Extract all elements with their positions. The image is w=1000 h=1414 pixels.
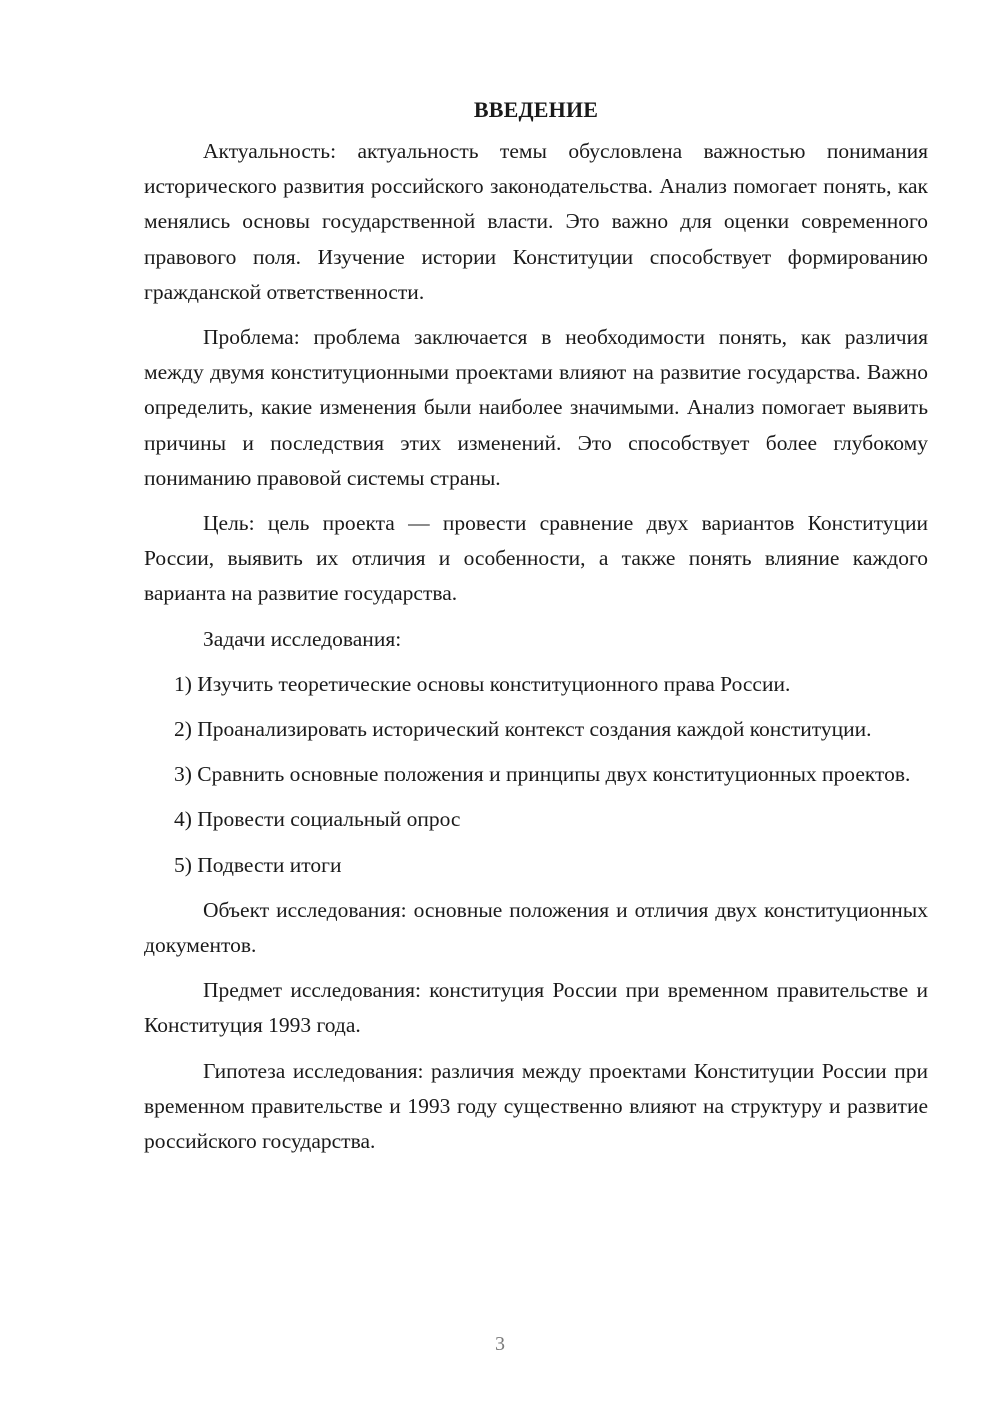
- tasks-heading: Задачи исследования:: [203, 626, 402, 651]
- task-item: 3) Сравнить основные положения и принципы двух конституционных проектов.: [174, 762, 911, 787]
- task-item: 4) Провести социальный опрос: [174, 807, 461, 832]
- task-item: 1) Изучить теоретические основы конституционного права России.: [174, 671, 791, 696]
- task-item: 5) Подвести итоги: [174, 852, 342, 877]
- subject-paragraph: Предмет исследования: конституция России при временном правительстве и Конституция 1993 года.: [144, 978, 928, 1038]
- problem-paragraph: Проблема: проблема заключается в необходимости понять, как различия между двумя конституционными проектами влияют на развитие государства. Важно определить, какие изменения были наиболее значимыми. Анализ помогает выявить причины и последствия этих изменений. Это способствует более глубокому пониманию правовой системы страны.: [144, 325, 928, 490]
- section-title: ВВЕДЕНИЕ: [473, 97, 599, 122]
- goal-paragraph: Цель: цель проекта — провести сравнение двух вариантов Конституции России, выявить их отличия и особенности, а также понять влияние каждого варианта на развитие государства.: [144, 511, 928, 606]
- object-paragraph: Объект исследования: основные положения и отличия двух конституционных документов.: [144, 897, 928, 958]
- document-page: [144, 92, 928, 1169]
- relevance-paragraph: Актуальность: актуальность темы обусловлена важностью понимания исторического развития российского законодательства. Анализ помогает понять, как менялись основы государственной власти. Это важно для оценки современного правового поля. Изучение истории Конституции способствует формированию гражданской ответственности.: [144, 139, 928, 304]
- page-number: 3: [495, 1333, 505, 1355]
- hypothesis-paragraph: Гипотеза исследования: различия между проектами Конституции России при временном правительстве и 1993 году существенно влияют на структуру и развитие российского государства.: [144, 1058, 928, 1154]
- task-item: 2) Проанализировать исторический контекст создания каждой конституции.: [174, 717, 872, 742]
